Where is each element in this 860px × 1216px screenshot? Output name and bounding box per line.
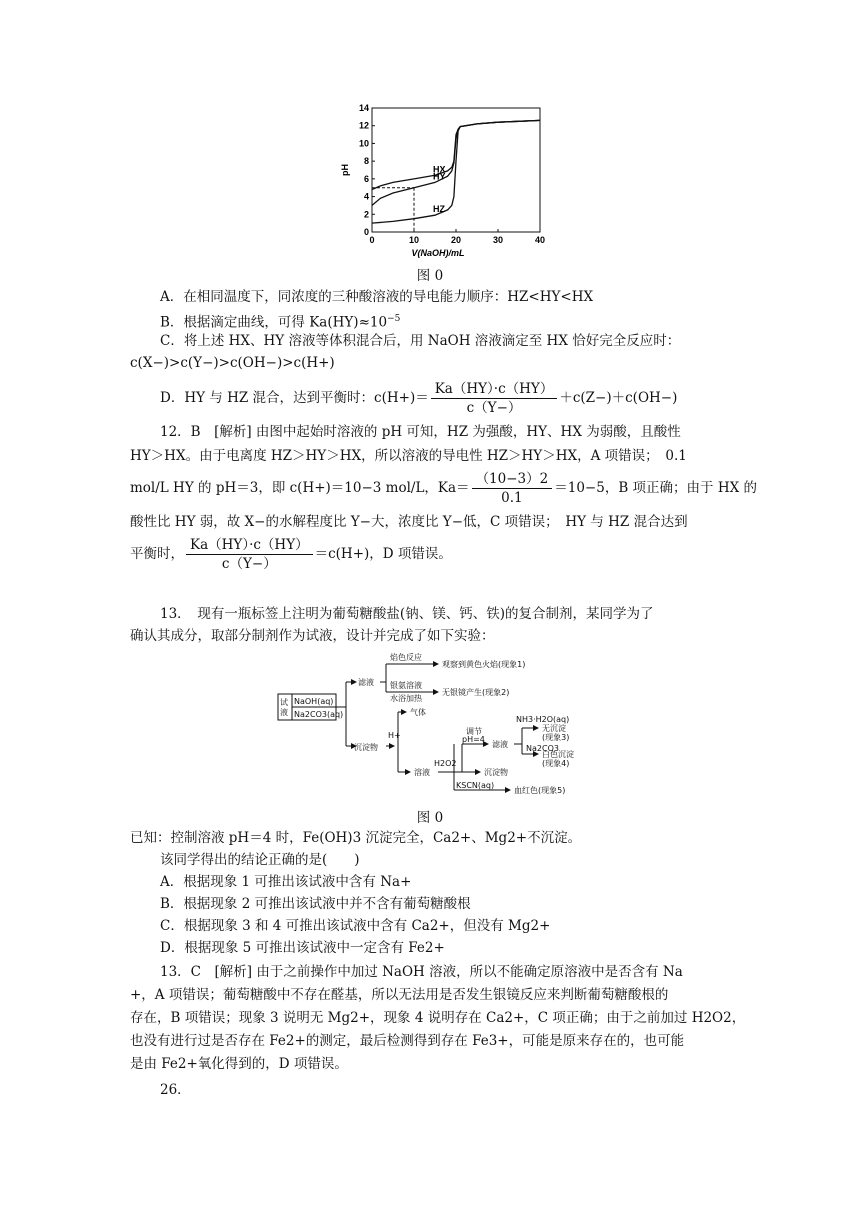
y-tick-label: 6 [363,173,369,184]
flow-obs4: (现象4) [542,759,570,768]
q12-answer-line5: 平衡时， $\frac{Ka(HY)\cdot c(HY)}{c(Y-)}$ ＝c(H+)，D 项错误。 [130,537,452,572]
q12-answer-fraction: $\frac{Ka(HY)\cdot c(HY)}{c(Y-)}$ [186,536,313,573]
figure-caption-1: 图 0 [416,268,444,284]
x-tick-label: 20 [450,235,462,245]
flow-h2o2: H2O2 [434,759,457,768]
flow-filtrate-2: 滤液 [492,740,508,749]
q12-option-d: D．HY 与 HZ 混合，达到平衡时：c(H+)＝ $\frac{Ka(HY)\cdot c(HY)}{c(Y-)}$ ＋c(Z−)＋c(OH−) [160,381,678,416]
flow-no-ppt: 无沉淀 [542,724,566,733]
figure-caption-2: 图 0 [416,810,444,826]
series-label-hy: HY [433,171,446,182]
q12-d-fraction: $\frac{Ka(HY)\cdot c(HY)}{c(Y-)}$ [431,380,558,417]
q12-answer-line2: HY＞HX。由于电离度 HZ＞HY＞HX，所以溶液的导电性 HZ＞HY＞HX，A 项错误； 0.1 [130,448,687,464]
flow-silver-result: 无银镜产生(现象2) [442,688,510,697]
flow-start-1: 试液 [280,698,288,717]
q26-label: 26． [160,1082,191,1098]
q13-option-c: C．根据现象 3 和 4 可推出该试液中含有 Ca2+，但没有 Mg2+ [160,918,551,934]
q13-stem-line2: 确认其成分，取部分制剂作为试液，设计并完成了如下实验： [130,628,495,644]
flow-flame: 焰色反应 [390,653,422,662]
flow-reagent-1: NaOH(aq) [294,697,334,706]
flow-solution: 溶液 [414,768,430,777]
y-tick-label: 0 [363,227,369,237]
flow-hplus: H+ [388,731,401,740]
q12-answer-line3: mol/L HY 的 pH＝3，即 c(H+)＝10−3 mol/L，Ka＝ $\frac{(10-3)2}{0.1}$ ＝10−5，B 项正确；由于 HX 的 [130,471,757,506]
flow-silver-1: 银氨溶液 [390,681,422,690]
flow-reagent-2: Na2CO3(aq) [294,710,344,719]
y-tick-label: 2 [363,209,369,220]
q13-option-b: B．根据现象 2 可推出该试液中并不含有葡萄糖酸根 [160,896,471,912]
flow-white-ppt: 白色沉淀 [542,750,574,759]
y-tick-label: 14 [358,103,369,113]
q12-option-a: A．在相同温度下，同浓度的三种酸溶液的导电能力顺序：HZ<HY<HX [160,289,594,305]
q13-known: 已知：控制溶液 pH＝4 时，Fe(OH)3 沉淀完全，Ca2+、Mg2+不沉淀。 [130,830,582,846]
flow-obs3: (现象3) [542,733,570,742]
x-tick-label: 0 [369,235,375,245]
q12-answer-line4: 酸性比 HY 弱，故 X−的水解程度比 Y−大，浓度比 Y−低，C 项错误； HY 与 HZ 混合达到 [130,514,688,530]
q13-stem-line1: 13． 现有一瓶标签上注明为葡萄糖酸盐(钠、镁、钙、铁)的复合制剂，某同学为了 [160,606,654,622]
q12-ka-fraction: $\frac{(10-3)2}{0.1}$ [472,470,553,507]
series-label-hx: HX [433,164,446,175]
q12-option-c-line2: c(X−)>c(Y−)>c(OH−)>c(H+) [130,355,335,371]
y-tick-label: 8 [363,156,369,167]
x-axis-label: V(NaOH)/mL [411,248,465,258]
q13-answer-line1: 13．C [解析] 由于之前操作中加过 NaOH 溶液，所以不能确定原溶液中是否含有 Na [160,964,683,980]
flow-filtrate: 滤液 [358,678,374,687]
flow-nh3: NH3·H2O(aq) [516,715,570,724]
q13-answer-line3: 存在，B 项错误；现象 3 说明无 Mg2+，现象 4 说明存在 Ca2+，C 项正确；由于之前加过 H2O2， [130,1010,746,1026]
flow-ppt2: 沉淀物 [484,768,508,777]
titration-chart [330,98,560,266]
q13-option-a: A．根据现象 1 可推出该试液中含有 Na+ [160,874,412,890]
flow-gas: 气体 [410,708,426,717]
x-tick-label: 30 [492,235,504,245]
flow-adjust-1: 调节 [466,727,482,736]
series-label-hz: HZ [433,204,445,215]
q13-answer-line5: 是由 Fe2+氧化得到的，D 项错误。 [130,1056,348,1072]
q13-answer-line2: +，A 项错误；葡萄糖酸中不存在醛基，所以无法用是否发生银镜反应来判断葡萄糖酸根的 [130,987,669,1003]
flow-silver-2: 水浴加热 [390,694,422,703]
q13-option-d: D．根据现象 5 可推出该试液中一定含有 Fe2+ [160,940,445,956]
x-tick-label: 10 [408,235,420,245]
q12-option-b: B．根据滴定曲线，可得 $Ka(HY)\approx 10^{-5}$ [160,314,401,331]
flow-precipitate: 沉淀物 [354,743,378,752]
flow-kscn: KSCN(aq) [456,781,495,790]
x-tick-label: 40 [534,235,546,245]
flow-blood-red: 血红色(现象5) [514,786,566,795]
q12-answer-line1: 12．B [解析] 由图中起始时溶液的 pH 可知，HZ 为强酸，HY、HX 为弱酸，且酸性 [160,424,681,440]
experiment-flowchart [270,644,600,804]
y-tick-label: 4 [363,191,369,202]
y-axis-label: pH [340,164,350,176]
y-tick-label: 10 [358,138,369,149]
y-tick-label: 12 [358,120,369,131]
flow-adjust-2: pH=4 [462,735,485,744]
q12-option-c-line1: C．将上述 HX、HY 溶液等体积混合后，用 NaOH 溶液滴定至 HX 恰好完全反应时： [160,333,681,349]
q13-question: 该同学得出的结论正确的是( ) [160,852,360,868]
q13-answer-line4: 也没有进行过是否存在 Fe2+的测定，最后检测得到存在 Fe3+，可能是原来存在的，也可能 [130,1033,685,1049]
flow-flame-result: 观察到黄色火焰(现象1) [442,660,526,669]
flow-na2co3: Na2CO3 [526,744,559,753]
